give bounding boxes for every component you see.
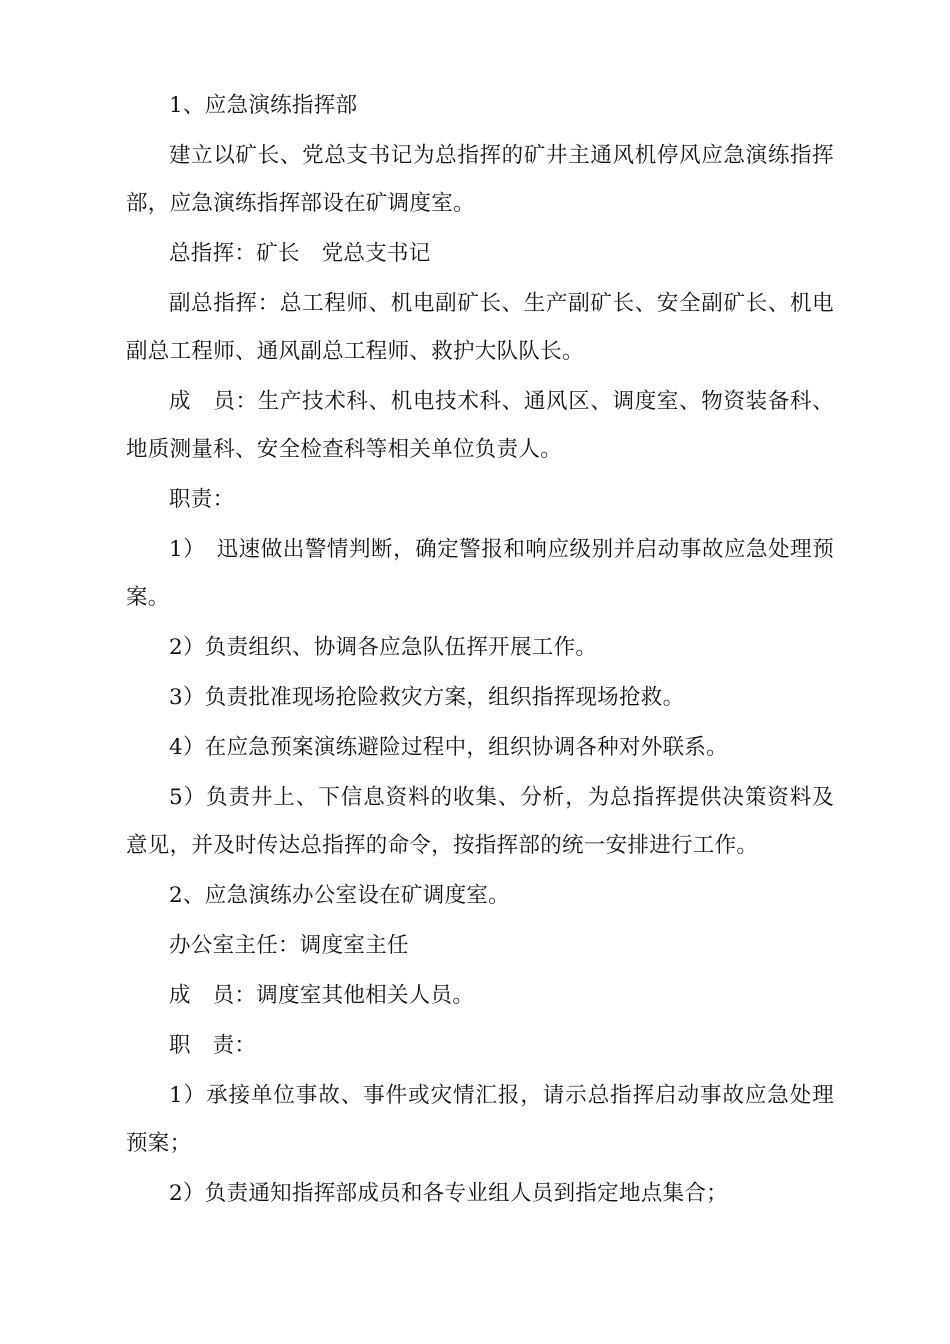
paragraph-members: 成 员：生产技术科、机电技术科、通风区、调度室、物资装备科、地质测量科、安全检查科等相关单位负责人。 [126, 389, 834, 462]
paragraph-duties-heading: 职责： [169, 487, 235, 512]
list-item-office-duty-2: 2）负责通知指挥部成员和各专业组人员到指定地点集合； [169, 1181, 728, 1206]
paragraph-command-center-setup: 建立以矿长、党总支书记为总指挥的矿井主通风机停风应急演练指挥部，应急演练指挥部设在矿调度室。 [126, 143, 834, 216]
paragraph-commander-in-chief: 总指挥：矿长 党总支书记 [169, 241, 431, 266]
list-item-duty-1: 1） 迅速做出警情判断，确定警报和响应级别并启动事故应急处理预案。 [126, 537, 834, 610]
list-item-duty-3: 3）负责批准现场抢险救灾方案，组织指挥现场抢救。 [169, 685, 685, 710]
section-heading-command-center: 1、应急演练指挥部 [169, 93, 358, 118]
list-item-duty-5: 5）负责井上、下信息资料的收集、分析，为总指挥提供决策资料及意见，并及时传达总指挥的命令，按指挥部的统一安排进行工作。 [126, 785, 834, 858]
paragraph-office-members: 成 员：调度室其他相关人员。 [169, 983, 475, 1008]
list-item-office-duty-1: 1）承接单位事故、事件或灾情汇报，请示总指挥启动事故应急处理预案； [126, 1083, 834, 1156]
paragraph-office-director: 办公室主任：调度室主任 [169, 933, 409, 958]
list-item-duty-4: 4）在应急预案演练避险过程中，组织协调各种对外联系。 [169, 735, 728, 760]
paragraph-deputy-commanders: 副总指挥：总工程师、机电副矿长、生产副矿长、安全副矿长、机电副总工程师、通风副总工程师、救护大队队长。 [126, 291, 834, 364]
paragraph-office-duties-heading: 职 责： [169, 1033, 257, 1058]
list-item-duty-2: 2）负责组织、协调各应急队伍挥开展工作。 [169, 635, 598, 660]
section-heading-office: 2、应急演练办公室设在矿调度室。 [169, 883, 510, 908]
document-body [126, 82, 834, 1220]
